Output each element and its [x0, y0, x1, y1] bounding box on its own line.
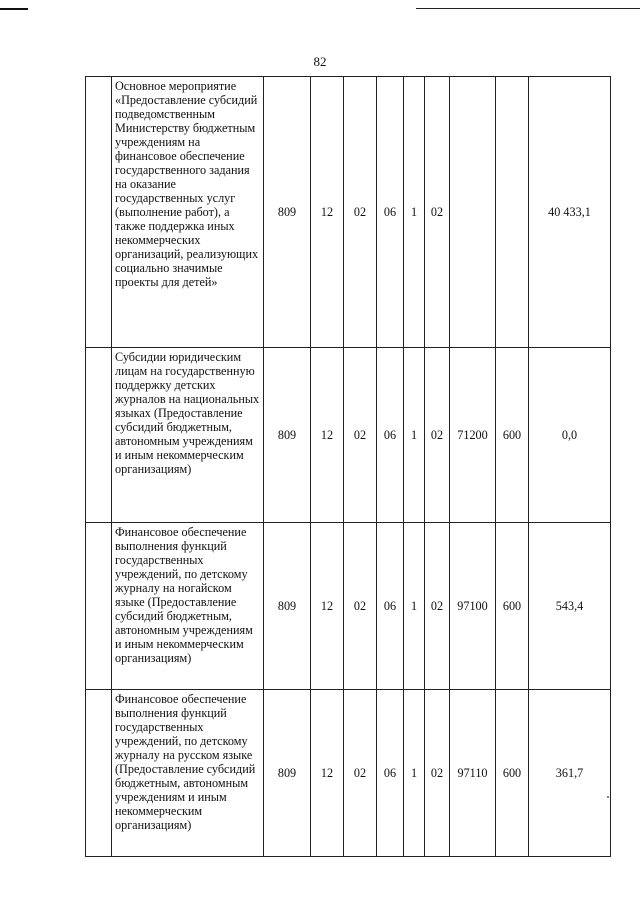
row-number-cell: [86, 523, 112, 690]
amount-cell: 543,4: [529, 523, 611, 690]
main-event-code-cell: 02: [425, 690, 450, 857]
top-rule-left: [0, 8, 28, 10]
page-number: 82: [313, 54, 327, 69]
row-number-cell: [86, 348, 112, 523]
top-rule-right: [416, 8, 640, 9]
direction-code-cell: 97110: [450, 690, 496, 857]
amount-cell: 0,0: [529, 348, 611, 523]
direction-code-cell: [450, 77, 496, 348]
subsection-code-cell: 02: [344, 690, 377, 857]
expense-type-cell: 600: [496, 348, 529, 523]
row-number-cell: [86, 690, 112, 857]
direction-code-cell: 97100: [450, 523, 496, 690]
main-event-code-cell: 02: [425, 77, 450, 348]
ministry-code-cell: 809: [264, 348, 311, 523]
program-code-cell: 06: [377, 690, 404, 857]
main-event-code-cell: 02: [425, 348, 450, 523]
expense-type-cell: 600: [496, 690, 529, 857]
subprogram-code-cell: 1: [404, 348, 425, 523]
program-code-cell: 06: [377, 348, 404, 523]
direction-code-cell: 71200: [450, 348, 496, 523]
subsection-code-cell: 02: [344, 348, 377, 523]
table-row: [86, 77, 611, 348]
main-event-code-cell: 02: [425, 523, 450, 690]
description-cell: Основное мероприятие «Предоставление субсидий подведомственным Министерству бюджетным учреждениям на финансовое обеспечение государственного задания на оказание государственных услуг (выполнение работ), а также поддержка иных некоммерческих организаций, реализующих социально значимые проекты для детей»: [112, 77, 264, 348]
row-number-cell: [86, 77, 112, 348]
section-code-cell: 12: [311, 523, 344, 690]
table-row: [86, 690, 611, 857]
ministry-code-cell: 809: [264, 523, 311, 690]
section-code-cell: 12: [311, 348, 344, 523]
section-code-cell: 12: [311, 690, 344, 857]
program-code-cell: 06: [377, 523, 404, 690]
expense-type-cell: [496, 77, 529, 348]
subprogram-code-cell: 1: [404, 690, 425, 857]
subsection-code-cell: 02: [344, 523, 377, 690]
table-row: [86, 348, 611, 523]
subprogram-code-cell: 1: [404, 523, 425, 690]
description-cell: Финансовое обеспечение выполнения функций государственных учреждений, по детскому журналу на ногайском языке (Предоставление субсидий бюджетным, автономным учреждениям и иным некоммерческим организациям): [112, 523, 264, 690]
subprogram-code-cell: 1: [404, 77, 425, 348]
amount-cell: 361,7: [529, 690, 611, 857]
table-row: [86, 523, 611, 690]
ministry-code-cell: 809: [264, 690, 311, 857]
section-code-cell: 12: [311, 77, 344, 348]
expense-type-cell: 600: [496, 523, 529, 690]
scan-speck: [607, 796, 609, 798]
ministry-code-cell: 809: [264, 77, 311, 348]
amount-cell: 40 433,1: [529, 77, 611, 348]
description-cell: Субсидии юридическим лицам на государственную поддержку детских журналов на национальных языках (Предоставление субсидий бюджетным, автономным учреждениям и иным некоммерческим организациям): [112, 348, 264, 523]
description-cell: Финансовое обеспечение выполнения функций государственных учреждений, по детскому журналу на русском языке (Предоставление субсидий бюджетным, автономным учреждениям и иным некоммерческим организациям): [112, 690, 264, 857]
budget-table: [85, 76, 611, 857]
subsection-code-cell: 02: [344, 77, 377, 348]
program-code-cell: 06: [377, 77, 404, 348]
